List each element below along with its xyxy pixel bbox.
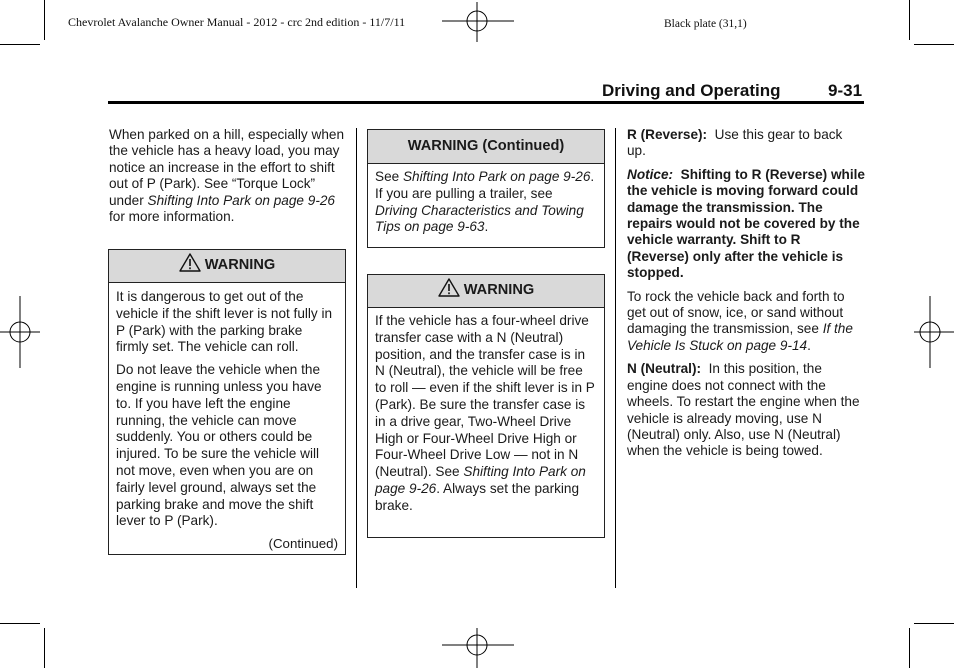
plate-label: Black plate (31,1) [664, 18, 747, 30]
warning-continued-box [367, 129, 605, 248]
neutral-paragraph: N (Neutral): In this position, the engine does not connect with the wheels. To restart the engine when the vehicle is already moving, use N (Neutral) only. Also, use N (Neutral) when the vehicle is being towed. [627, 361, 860, 459]
warning-box [367, 274, 605, 538]
warning-continued-header: WARNING (Continued) [368, 130, 604, 164]
column-divider [615, 128, 616, 588]
crop-mark [0, 623, 40, 624]
column-1 [109, 127, 347, 232]
crop-mark [44, 628, 45, 668]
crop-mark [914, 44, 954, 45]
page-number: 9-31 [828, 81, 863, 100]
crop-mark [44, 0, 45, 40]
crop-mark [909, 628, 910, 668]
warning-body [368, 308, 604, 515]
header-rule [108, 101, 864, 104]
manual-header: Chevrolet Avalanche Owner Manual - 2012 - crc 2nd edition - 11/7/11 [68, 15, 406, 29]
warning-header [368, 275, 604, 308]
registration-mark-icon [0, 296, 42, 368]
warning-paragraph: It is dangerous to get out of the vehicle if the shift lever is not fully in P (Park) with the parking brake firmly set. The vehicle can roll. [116, 289, 333, 355]
term-label: R (Reverse): [627, 127, 708, 142]
intro-paragraph: When parked on a hill, especially when the vehicle has a heavy load, you may notice an increase in the effort to shift out of P (Park). See “Torque Lock” under Shifting Into Park on page 9-26 for more information. [109, 127, 345, 225]
rock-paragraph: To rock the vehicle back and forth to get out of snow, ice, or sand without damaging the transmission, see If the Vehicle Is Stuck on page 9-14. [627, 288, 853, 353]
warning-label: WARNING [463, 282, 535, 298]
registration-mark-icon [442, 2, 514, 44]
cross-reference: Shifting Into Park on page 9-26 [402, 169, 591, 184]
reverse-paragraph: R (Reverse): Use this gear to back up. [627, 127, 843, 159]
crop-mark [0, 44, 40, 45]
cross-reference: Driving Characteristics and Towing Tips on page 9-63 [375, 202, 584, 235]
section-title: Driving and Operating [602, 81, 781, 100]
warning-continued-body [368, 164, 604, 236]
warning-paragraph: See Shifting Into Park on page 9-26. If you are pulling a trailer, see Driving Characteristics and Towing Tips on page 9-63. [375, 169, 595, 235]
crop-mark [914, 623, 954, 624]
cross-reference: If the Vehicle Is Stuck on page 9-14 [627, 321, 853, 353]
notice-paragraph: Notice: Shifting to R (Reverse) while the vehicle is moving forward could damage the transmission. The repairs would not be covered by the vehicle warranty. Shift to R (Reverse) only after the vehicle is stopped. [627, 166, 865, 281]
warning-triangle-icon [179, 253, 201, 272]
warning-label: WARNING [204, 257, 276, 273]
cross-reference: Shifting Into Park on page 9-26 [375, 464, 586, 496]
warning-body [109, 283, 345, 553]
column-3 [627, 127, 865, 467]
term-label: N (Neutral): [627, 361, 702, 377]
warning-paragraph: Do not leave the vehicle when the engine is running unless you have to. If you have left the engine running, the vehicle can move suddenly. You or others could be injured. To be sure the vehicle will not move, even when you are on fairly level ground, always set the parking brake and move the shift lever to P (Park). [116, 362, 322, 529]
warning-paragraph: If the vehicle has a four-wheel drive transfer case with a N (Neutral) position, and the transfer case is in N (Neutral), the vehicle will be free to roll — even if the shift lever is in P (Park). Be sure the transfer case is in a drive gear, Two-Wheel Drive High or Four-Wheel Drive High or Four-Wheel Drive Low — not in N (Neutral). See Shifting Into Park on page 9-26. Always set the parking brake. [375, 313, 595, 513]
registration-mark-icon [442, 626, 514, 668]
warning-box [108, 249, 346, 555]
notice-label: Notice: [627, 166, 674, 182]
column-divider [356, 128, 357, 588]
continued-label: (Continued) [268, 536, 338, 552]
registration-mark-icon [912, 296, 954, 368]
crop-mark [909, 0, 910, 40]
warning-triangle-icon [438, 278, 460, 297]
warning-header [109, 250, 345, 283]
cross-reference: Shifting Into Park on page 9-26 [147, 192, 335, 208]
